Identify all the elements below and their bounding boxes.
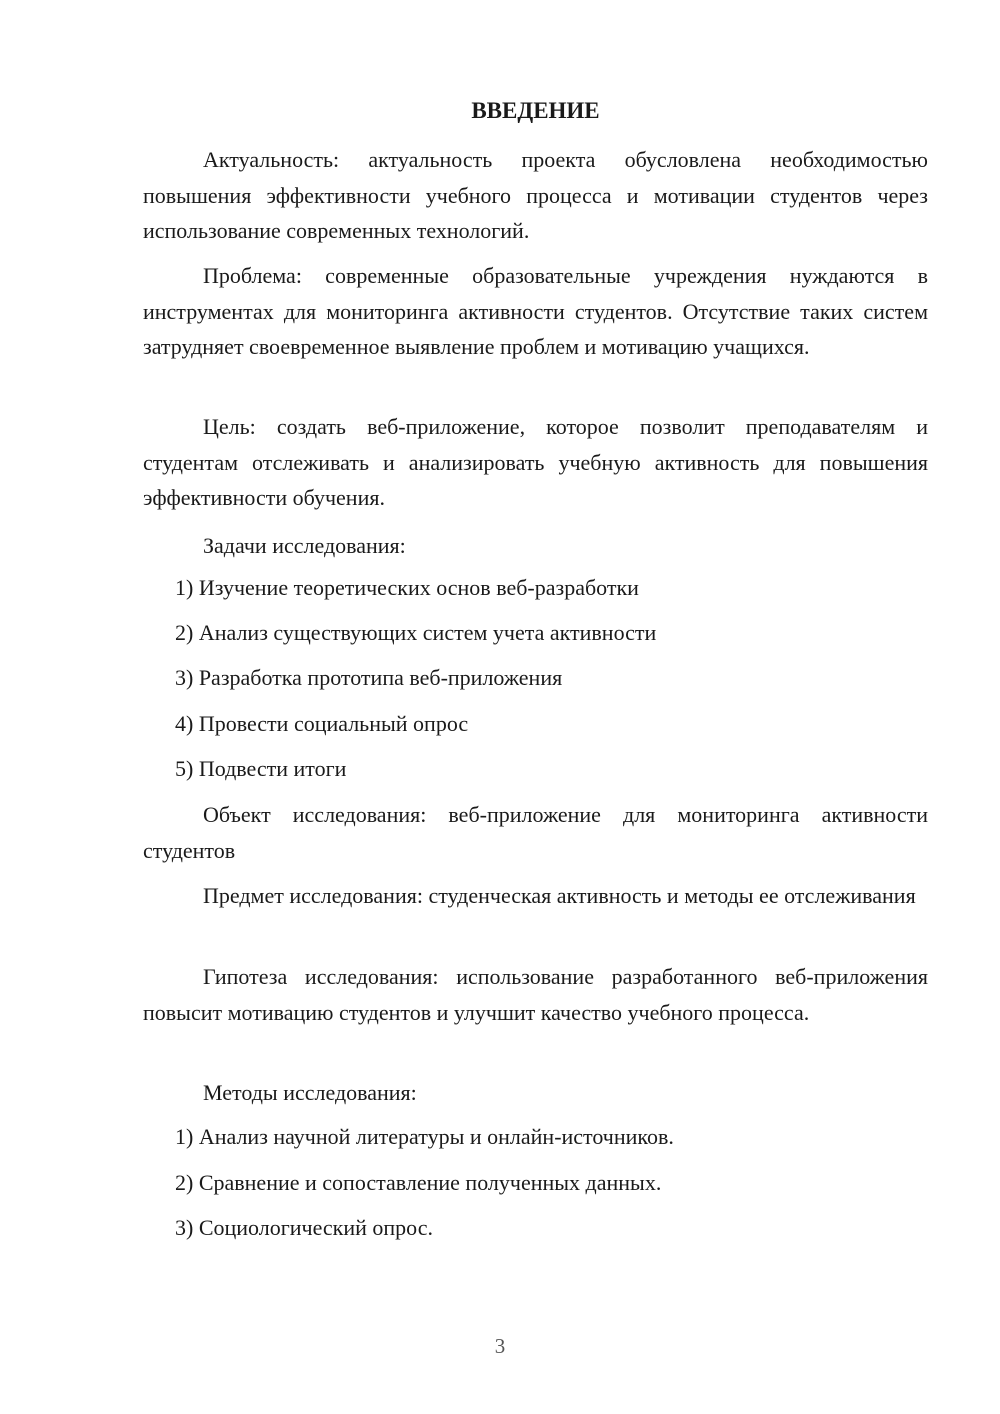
object-paragraph: Объект исследования: веб-приложение для мониторинга активности студентов xyxy=(143,802,928,863)
task-item-1: 1) Изучение теоретических основ веб-разработки xyxy=(175,575,639,600)
goal-paragraph: Цель: создать веб-приложение, которое позволит преподавателям и студентам отслеживать и анализировать учебную активность для повышения эффективности обучения. xyxy=(143,414,928,510)
subject-paragraph: Предмет исследования: студенческая активность и методы ее отслеживания xyxy=(203,883,916,908)
method-item-1: 1) Анализ научной литературы и онлайн-источников. xyxy=(175,1124,674,1149)
methods-title: Методы исследования: xyxy=(203,1080,417,1105)
task-item-4: 4) Провести социальный опрос xyxy=(175,711,469,736)
page-number: 3 xyxy=(494,1334,506,1358)
section-heading: ВВЕДЕНИЕ xyxy=(471,98,600,123)
method-item-3: 3) Социологический опрос. xyxy=(175,1215,433,1240)
task-item-2: 2) Анализ существующих систем учета активности xyxy=(175,620,657,645)
relevance-paragraph: Актуальность: актуальность проекта обусловлена необходимостью повышения эффективности учебного процесса и мотивации студентов через использование современных технологий. xyxy=(143,147,928,243)
task-item-3: 3) Разработка прототипа веб-приложения xyxy=(175,665,563,690)
method-item-2: 2) Сравнение и сопоставление полученных данных. xyxy=(175,1170,662,1195)
task-item-5: 5) Подвести итоги xyxy=(175,756,347,781)
tasks-title: Задачи исследования: xyxy=(203,533,406,558)
hypothesis-paragraph: Гипотеза исследования: использование разработанного веб-приложения повысит мотивацию студентов и улучшит качество учебного процесса. xyxy=(143,964,928,1025)
problem-paragraph: Проблема: современные образовательные учреждения нуждаются в инструментах для мониторинга активности студентов. Отсутствие таких систем затрудняет своевременное выявление проблем и мотивацию учащихся. xyxy=(143,263,928,359)
